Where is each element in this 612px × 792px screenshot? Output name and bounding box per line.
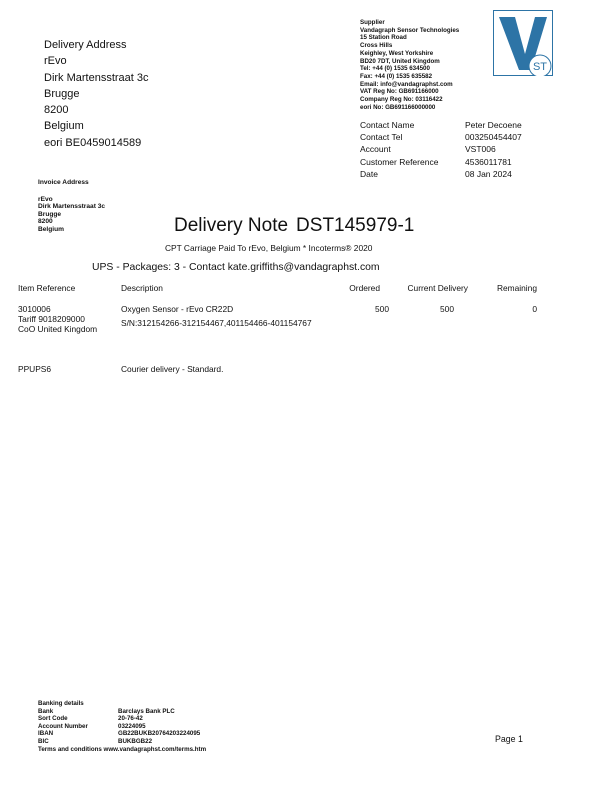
contact-value: 4536011781 — [465, 156, 512, 167]
invoice-address-line: 8200 — [38, 218, 53, 225]
banking-row — [38, 730, 206, 738]
contact-label: Date — [360, 168, 378, 179]
banking-details — [38, 700, 206, 753]
vst-logo-icon — [493, 10, 553, 76]
row-description: Oxygen Sensor - rEvo CR22D — [121, 304, 234, 314]
header-ordered: Ordered — [349, 283, 380, 293]
supplier-line: 15 Station Road — [360, 34, 407, 42]
banking-value: Barclays Bank PLC — [118, 707, 175, 715]
contact-label: Customer Reference — [360, 156, 439, 167]
shipping-line: UPS - Packages: 3 - Contact kate.griffiths@vandagraphst.com — [92, 262, 380, 273]
invoice-address-line: Brugge — [38, 210, 62, 218]
banking-value: GB22BUKB20764203224095 — [118, 730, 201, 738]
row-description: Courier delivery - Standard. — [121, 364, 224, 374]
row-item-reference: 3010006 — [18, 304, 51, 314]
banking-value: 03224095 — [118, 722, 146, 730]
contact-row — [360, 156, 522, 168]
invoice-address-line: rEvo — [38, 195, 53, 203]
incoterms-line: CPT Carriage Paid To rEvo, Belgium * Incoterms® 2020 — [165, 243, 373, 253]
supplier-line: Company Reg No: 03116422 — [360, 96, 443, 104]
contact-row — [360, 131, 522, 143]
delivery-address-line: rEvo — [44, 55, 67, 68]
banking-row — [38, 715, 206, 723]
contact-info — [360, 119, 522, 180]
row-item-reference: PPUPS6 — [18, 364, 52, 374]
contact-label: Account — [360, 144, 391, 155]
supplier-block — [360, 19, 459, 111]
contact-row — [360, 119, 522, 131]
supplier-line: BD20 7DT, United Kingdom — [360, 57, 440, 65]
supplier-line: Tel: +44 (0) 1535 634500 — [360, 65, 430, 73]
row-current-delivery: 500 — [440, 304, 454, 314]
banking-label: Sort Code — [38, 715, 68, 723]
contact-value: Peter Decoene — [465, 120, 522, 130]
page-number: Page 1 — [495, 734, 523, 744]
contact-value: VST006 — [465, 144, 496, 155]
delivery-address-line: Belgium — [44, 120, 84, 133]
row-ordered: 500 — [375, 304, 389, 314]
invoice-address-heading: Invoice Address — [38, 179, 89, 186]
header-description: Description — [121, 283, 163, 293]
banking-label: Account Number — [38, 722, 88, 730]
row-country-of-origin: CoO United Kingdom — [18, 324, 98, 334]
delivery-address-heading: Delivery Address — [44, 39, 127, 51]
page-title — [174, 215, 414, 237]
contact-value: 08 Jan 2024 — [465, 168, 512, 179]
delivery-address-line: 8200 — [44, 104, 69, 117]
banking-heading: Banking details — [38, 700, 84, 707]
banking-row — [38, 738, 206, 746]
banking-label: BIC — [38, 737, 49, 745]
banking-value: 20-76-42 — [118, 715, 143, 723]
supplier-line: Keighley, West Yorkshire — [360, 49, 434, 57]
contact-label: Contact Tel — [360, 132, 403, 143]
contact-label: Contact Name — [360, 120, 415, 130]
terms-link[interactable]: Terms and conditions www.vandagraphst.com/terms.htm — [38, 745, 207, 753]
invoice-address-line: Dirk Martensstraat 3c — [38, 203, 106, 210]
contact-row — [360, 168, 522, 180]
delivery-address-eori: eori BE0459014589 — [44, 136, 142, 149]
logo-text: ST — [532, 61, 548, 73]
banking-row — [38, 708, 206, 716]
supplier-line: Email: info@vandagraphst.com — [360, 80, 453, 88]
header-item-reference: Item Reference — [18, 283, 76, 293]
banking-row — [38, 723, 206, 731]
supplier-line: eori No: GB691166000000 — [360, 103, 436, 111]
banking-value: BUKBGB22 — [118, 737, 153, 745]
delivery-address — [44, 37, 149, 151]
banking-label: IBAN — [38, 730, 54, 738]
supplier-line: VAT Reg No: GB691166000 — [360, 88, 439, 96]
delivery-note-number: DST145979-1 — [296, 215, 415, 236]
invoice-address — [38, 179, 105, 233]
delivery-address-line: Brugge — [44, 87, 80, 100]
invoice-address-line: Belgium — [38, 225, 65, 233]
supplier-line: Fax: +44 (0) 1535 635582 — [360, 72, 433, 80]
row-tariff: Tariff 9018209000 — [18, 314, 85, 324]
contact-value: 003250454407 — [465, 132, 522, 143]
header-remaining: Remaining — [496, 283, 537, 293]
banking-label: Bank — [38, 707, 54, 715]
title-label: Delivery Note — [174, 215, 289, 236]
supplier-line: Supplier — [360, 19, 385, 26]
supplier-line: Vandagraph Sensor Technologies — [360, 26, 460, 34]
contact-row — [360, 143, 522, 155]
delivery-address-line: Dirk Martensstraat 3c — [44, 71, 149, 84]
row-serial-numbers: S/N:312154266-312154467,401154466-401154767 — [121, 318, 312, 328]
supplier-line: Cross Hills — [360, 42, 393, 50]
header-current-delivery: Current Delivery — [407, 283, 468, 293]
row-remaining: 0 — [532, 304, 537, 314]
